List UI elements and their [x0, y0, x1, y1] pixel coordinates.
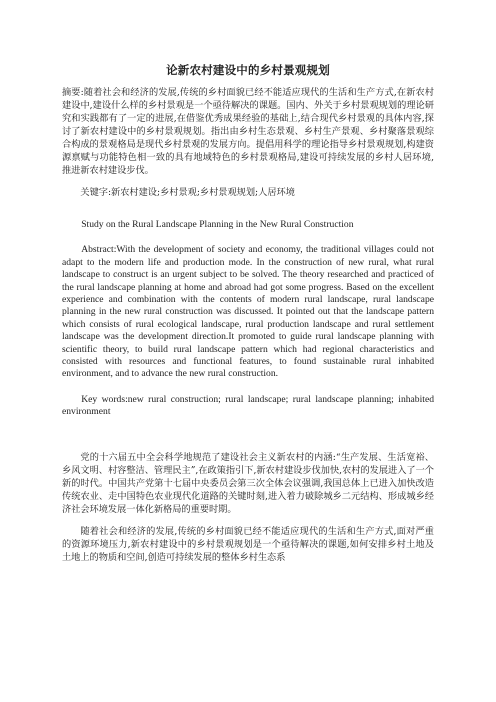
english-abstract: Abstract:With the development of society and economy, the traditional villages could not adapt to the modern life and production mode. In the construction of new rural, what rural landscape to construct is an urgent subject to be solved. The theory researched and practiced of the rural landscape planning at home and abroad had got some progress. Based on the excellent experience and combination with the contents of modern rural landscape, rural landscape planning in the new rural construction was discussed. It pointed out that the landscape pattern which consists of rural ecological landscape, rural production landscape and rural settlement landscape was the development direction.It promoted to guide rural landscape planning with scientific theory, to build rural landscape pattern which had regional characteristics and consisted with resources and functional features, to found sustainable rural inhabited environment, and to advance the new rural construction. [62, 244, 434, 380]
english-title: Study on the Rural Landscape Planning in the New Rural Construction [81, 219, 354, 230]
document-page [62, 62, 434, 564]
english-keywords: Key words:new rural construction; rural landscape; rural landscape planning; inhabited environment [62, 393, 434, 418]
spacer [62, 177, 434, 186]
spacer [62, 419, 434, 451]
spacer [62, 231, 434, 244]
paper-title: 论新农村建设中的乡村景观规划 [166, 63, 330, 77]
body-paragraph-2: 随着社会和经济的发展,传统的乡村面貌已经不能适应现代的生活和生产方式,面对严重的资源环境压力,新农村建设中的乡村景观规划是一个亟待解决的课题,如何安排乡村土地及土地上的物质和空间,创造可持续发展的整体乡村生态系 [62, 525, 434, 563]
spacer [62, 516, 434, 525]
spacer [62, 381, 434, 394]
chinese-abstract: 摘要:随着社会和经济的发展,传统的乡村面貌已经不能适应现代的生活和生产方式,在新农村建设中,建设什么样的乡村景观是一个亟待解决的课题。国内、外关于乡村景观规划的理论研究和实践都有了一定的进展,在借鉴优秀成果经验的基础上,结合现代乡村景观的具体内容,探讨了新农村建设中的乡村景观规划。指出由乡村生态景观、乡村生产景观、乡村聚落景观综合构成的景观格局是现代乡村景观的发展方向。提倡用科学的理论指导乡村景观规划,构建资源禀赋与功能特色相一致的具有地域特色的乡村景观格局,建设可持续发展的乡村人居环境,推进新农村建设步伐。 [62, 87, 434, 176]
spacer [62, 199, 434, 219]
chinese-keywords: 关键字:新农村建设;乡村景观;乡村景观规划;人居环境 [80, 187, 295, 198]
body-paragraph-1: 党的十六届五中全会科学地规范了建设社会主义新农村的内涵:“生产发展、生活宽裕、乡风文明、村容整洁、管理民主”,在政策指引下,新农村建设步伐加快,农村的发展进入了一个新的时代。中国共产党第十七届中央委员会第三次全体会议强调,我国总体上已进入加快改造传统农业、走中国特色农业现代化道路的关键时刻,进入着力破除城乡二元结构、形成城乡经济社会环境发展一体化新格局的重要时期。 [62, 451, 434, 515]
